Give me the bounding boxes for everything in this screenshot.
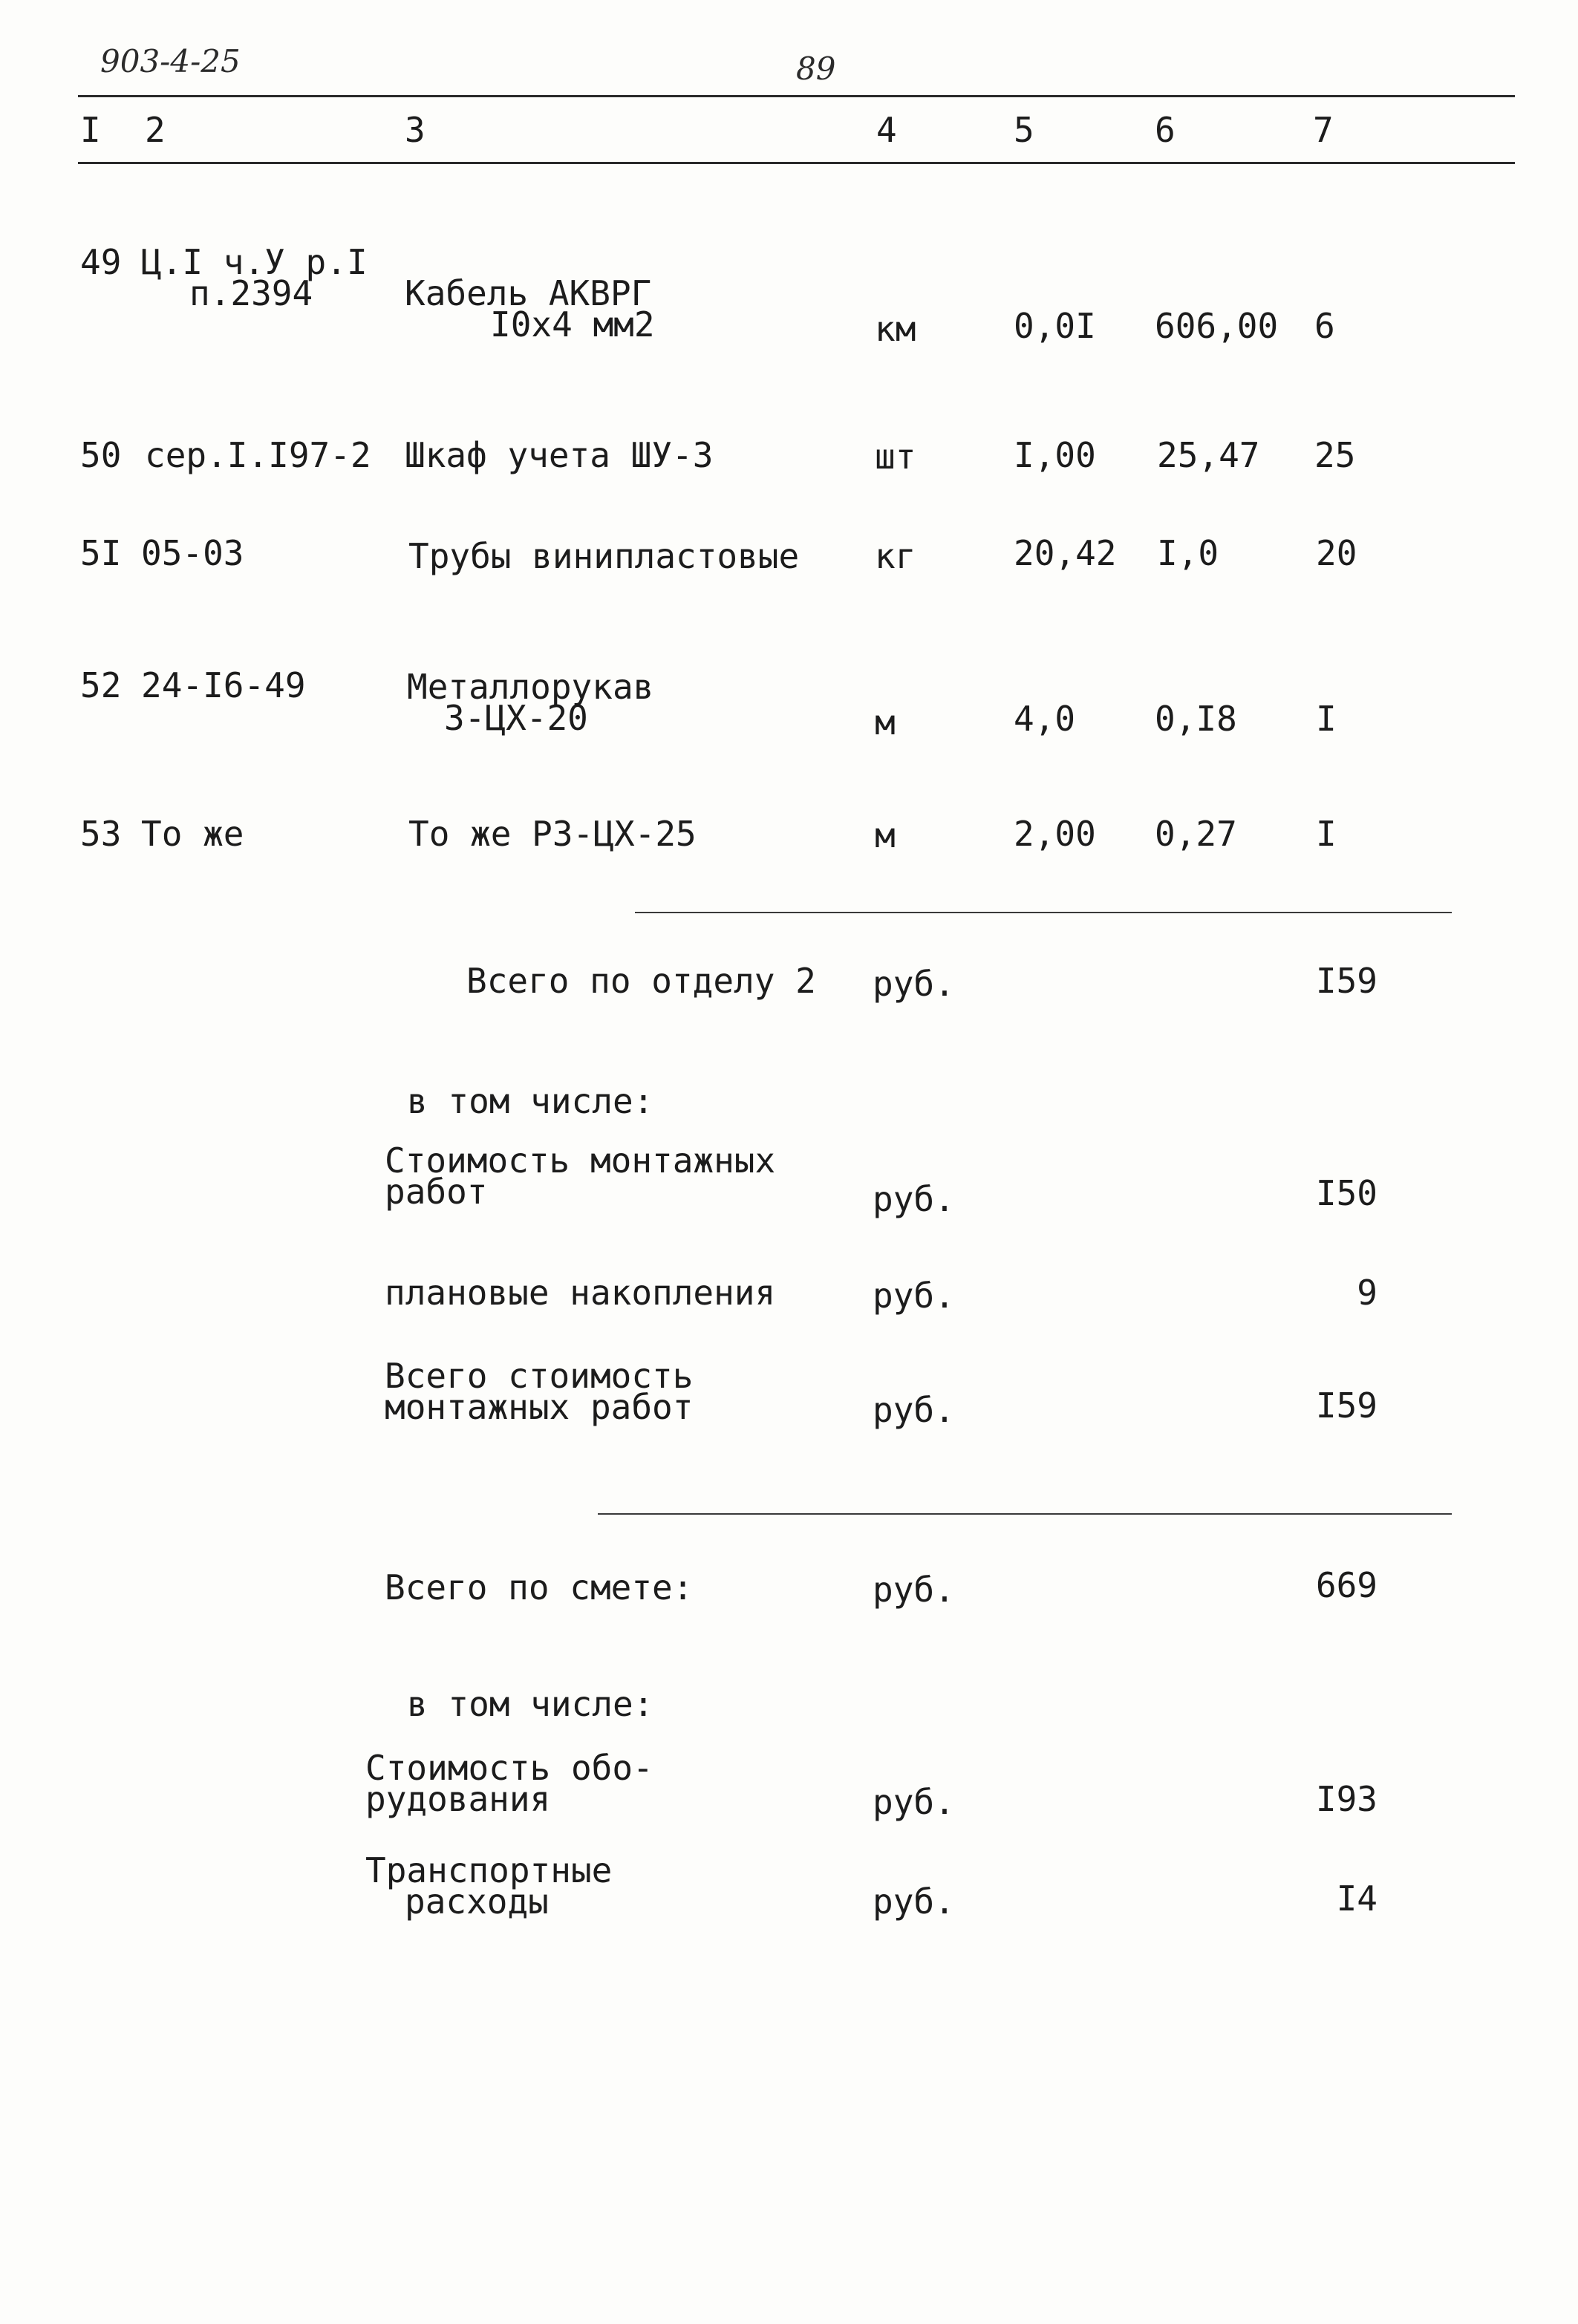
estimate-item-label-line2: рудования (365, 1779, 551, 1819)
row-name: То же Р3-ЦХ-25 (408, 814, 697, 854)
row-price: I,0 (1157, 533, 1219, 573)
section-item-label-line2: монтажных работ (385, 1387, 694, 1427)
estimate-divider (598, 1513, 1452, 1515)
row-name-line2: I0х4 мм2 (490, 304, 655, 345)
section-item-label-line2: работ (385, 1172, 488, 1212)
estimate-item-label: Стоимость обо- (365, 1748, 653, 1788)
row-reference: Ц.I ч.У р.I (141, 242, 368, 282)
row-total: I (1316, 814, 1337, 854)
row-price: 25,47 (1157, 435, 1260, 475)
row-unit: км (875, 309, 916, 349)
row-reference: То же (141, 814, 244, 854)
estimate-item-unit: руб. (873, 1782, 955, 1822)
section-item-label: Стоимость монтажных (385, 1140, 776, 1181)
row-quantity: I,00 (1014, 435, 1096, 475)
document-number: 903-4-25 (100, 43, 241, 79)
estimate-item-label: Транспортные (365, 1850, 613, 1890)
row-name-line2: 3-ЦХ-20 (444, 698, 588, 738)
column-header-4: 4 (876, 110, 897, 150)
column-header-2: 2 (145, 110, 166, 150)
estimate-item-value: I93 (1315, 1779, 1378, 1819)
section-total-label: Всего по отделу 2 (466, 961, 816, 1001)
section-item-value: I59 (1315, 1385, 1378, 1426)
row-unit: м (875, 702, 896, 742)
row-price: 606,00 (1155, 306, 1279, 346)
section-item-label: Всего стоимость (385, 1356, 694, 1396)
page-number: 89 (796, 50, 836, 87)
column-header-6: 6 (1155, 110, 1176, 150)
section-item-unit: руб. (873, 1276, 955, 1316)
header-top-rule (78, 95, 1515, 97)
row-price: 0,I8 (1155, 699, 1237, 739)
row-total: 6 (1314, 306, 1335, 346)
row-unit: м (875, 815, 896, 855)
section-item-value: I50 (1315, 1173, 1378, 1213)
row-reference-line2: п.2394 (189, 273, 313, 313)
column-header-7: 7 (1313, 110, 1334, 150)
row-name: Металлорукав (407, 667, 654, 707)
row-name: Шкаф учета ШУ-3 (405, 435, 714, 475)
section-divider (635, 912, 1452, 913)
section-including-label: в том числе: (407, 1081, 654, 1121)
estimate-including-label: в том числе: (407, 1684, 654, 1724)
section-total-unit: руб. (873, 964, 955, 1004)
estimate-item-label-line2: расходы (405, 1881, 549, 1922)
row-quantity: 4,0 (1014, 699, 1076, 739)
row-unit: шт (875, 437, 916, 477)
row-total: 20 (1316, 533, 1357, 573)
estimate-total-label: Всего по смете: (385, 1567, 694, 1607)
section-item-unit: руб. (873, 1179, 955, 1219)
row-quantity: 2,00 (1014, 814, 1096, 854)
column-header-5: 5 (1014, 110, 1034, 150)
estimate-total-value: 669 (1315, 1565, 1378, 1605)
section-item-label: плановые накопления (385, 1273, 776, 1313)
estimate-total-unit: руб. (873, 1570, 955, 1610)
row-unit: кг (875, 536, 916, 576)
estimate-item-value: I4 (1336, 1879, 1378, 1919)
estimate-item-unit: руб. (873, 1881, 955, 1922)
row-number: 5I (80, 533, 122, 573)
row-quantity: 0,0I (1014, 306, 1096, 346)
row-number: 52 (80, 665, 122, 705)
row-total: 25 (1314, 435, 1356, 475)
row-total: I (1316, 699, 1337, 739)
row-name: Трубы винипластовые (408, 536, 800, 576)
section-item-value: 9 (1357, 1273, 1378, 1313)
row-quantity: 20,42 (1014, 533, 1117, 573)
row-name: Кабель АКВРГ (405, 273, 652, 313)
section-item-unit: руб. (873, 1390, 955, 1430)
row-number: 50 (80, 435, 122, 475)
header-bottom-rule (78, 162, 1515, 164)
row-reference: 24-I6-49 (141, 665, 306, 705)
row-price: 0,27 (1155, 814, 1237, 854)
column-header-3: 3 (405, 110, 426, 150)
row-number: 53 (80, 814, 122, 854)
column-header-1: I (80, 110, 101, 150)
row-reference: 05-03 (141, 533, 244, 573)
row-number: 49 (80, 242, 122, 282)
section-total-value: I59 (1315, 961, 1378, 1001)
row-reference: сер.I.I97-2 (145, 435, 371, 475)
